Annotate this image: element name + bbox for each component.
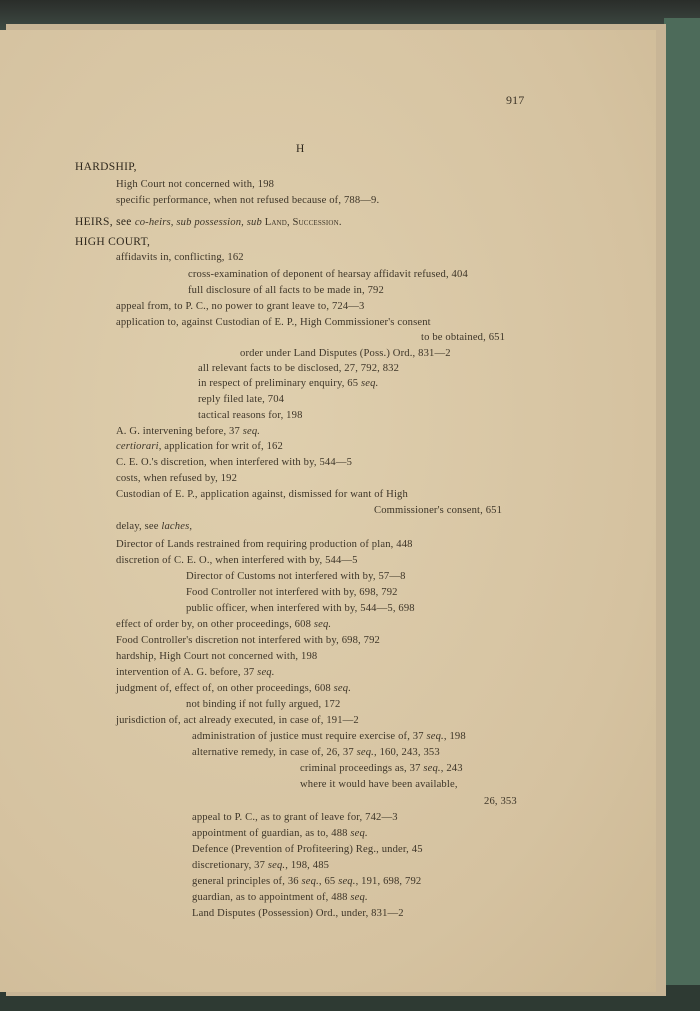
index-line: delay, see laches,: [116, 521, 193, 532]
index-line: order under Land Disputes (Poss.) Ord., 831—2: [240, 348, 451, 359]
index-line: public officer, when interfered with by, 544—5, 698: [186, 603, 415, 614]
index-line: all relevant facts to be disclosed, 27, 792, 832: [198, 363, 400, 374]
index-line: High Court not concerned with, 198: [116, 179, 275, 190]
index-line: Director of Lands restrained from requiring production of plan, 448: [116, 539, 413, 550]
index-line: tactical reasons for, 198: [198, 410, 303, 421]
page-number: 917: [506, 93, 525, 107]
index-line: criminal proceedings as, 37 seq., 243: [300, 763, 463, 774]
index-line: specific performance, when not refused because of, 788—9.: [116, 195, 380, 206]
index-line: full disclosure of all facts to be made in, 792: [188, 285, 384, 296]
index-line: affidavits in, conflicting, 162: [116, 252, 244, 263]
index-line: appeal to P. C., as to grant of leave for, 742—3: [192, 812, 398, 823]
entry-heading-hardship: HARDSHIP,: [75, 161, 137, 173]
index-line: C. E. O.'s discretion, when interfered with by, 544—5: [116, 457, 353, 468]
index-line: Director of Customs not interfered with by, 57—8: [186, 571, 406, 582]
entry-heading-heirs: HEIRS, see co-heirs, sub possession, sub Land, Succession.: [75, 216, 342, 228]
index-line: effect of order by, on other proceedings, 608 seq.: [116, 619, 332, 630]
index-page: [0, 30, 656, 992]
index-line: jurisdiction of, act already executed, in case of, 191—2: [116, 715, 359, 726]
index-line: appointment of guardian, as to, 488 seq.: [192, 828, 368, 839]
index-line: discretionary, 37 seq., 198, 485: [192, 860, 330, 871]
index-line: reply filed late, 704: [198, 394, 285, 405]
section-letter: H: [296, 143, 305, 155]
index-line: to be obtained, 651: [421, 332, 506, 343]
index-line: appeal from, to P. C., no power to grant leave to, 724—3: [116, 301, 365, 312]
index-line: Food Controller's discretion not interfered with by, 698, 792: [116, 635, 380, 646]
index-line: alternative remedy, in case of, 26, 37 seq., 160, 243, 353: [192, 747, 440, 758]
index-line: Food Controller not interfered with by, 698, 792: [186, 587, 398, 598]
index-line: Land Disputes (Possession) Ord., under, 831—2: [192, 908, 404, 919]
index-line: hardship, High Court not concerned with, 198: [116, 651, 318, 662]
index-line: application to, against Custodian of E. P., High Commissioner's consent: [116, 317, 431, 328]
book-cover-spine: [664, 18, 700, 1003]
index-line: judgment of, effect of, on other proceedings, 608 seq.: [116, 683, 352, 694]
index-line: not binding if not fully argued, 172: [186, 699, 341, 710]
index-line: in respect of preliminary enquiry, 65 seq.: [198, 378, 379, 389]
index-line: discretion of C. E. O., when interfered with by, 544—5: [116, 555, 358, 566]
index-line: 26, 353: [484, 796, 517, 807]
index-line: certiorari, application for writ of, 162: [116, 441, 283, 452]
index-line: guardian, as to appointment of, 488 seq.: [192, 892, 368, 903]
index-line: intervention of A. G. before, 37 seq.: [116, 667, 275, 678]
index-line: where it would have been available,: [300, 779, 458, 790]
index-line: Defence (Prevention of Profiteering) Reg., under, 45: [192, 844, 423, 855]
index-line: costs, when refused by, 192: [116, 473, 238, 484]
index-line: general principles of, 36 seq., 65 seq., 191, 698, 792: [192, 876, 422, 887]
index-line: Commissioner's consent, 651: [374, 505, 503, 516]
entry-heading-high-court: HIGH COURT,: [75, 236, 151, 248]
index-line: cross-examination of deponent of hearsay affidavit refused, 404: [188, 269, 468, 280]
index-line: administration of justice must require exercise of, 37 seq., 198: [192, 731, 466, 742]
index-line: A. G. intervening before, 37 seq.: [116, 426, 261, 437]
index-line: Custodian of E. P., application against, dismissed for want of High: [116, 489, 408, 500]
